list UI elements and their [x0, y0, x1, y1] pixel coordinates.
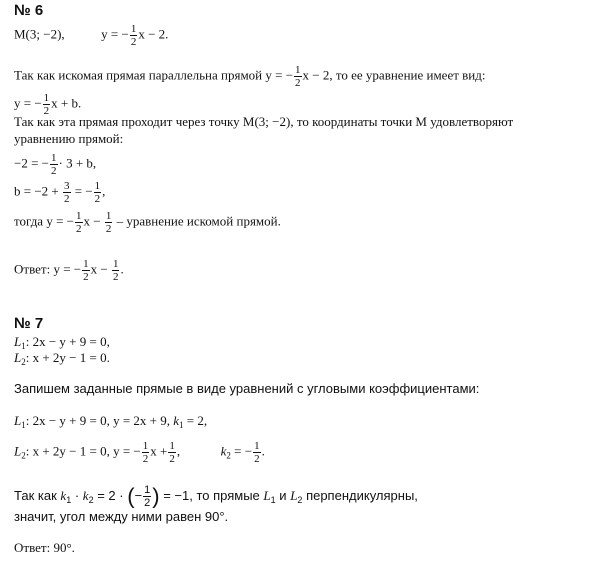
- task6-text3: уравнению прямой:: [14, 131, 124, 146]
- task7-title: № 7: [14, 315, 44, 332]
- task7-text1: Запишем заданные прямые в виде уравнений с угловыми коэффициентами:: [14, 381, 480, 396]
- fraction: $\frac{1}{2}$: [130, 23, 137, 48]
- task7-line1: $L_1$: 2x − y + 9 = 0,: [14, 334, 110, 351]
- fraction: $\frac{1}{2}$: [43, 92, 50, 117]
- task6-eq1: y = − $\frac{1}{2}$ x + b.: [14, 92, 82, 117]
- task6-given: M(3; −2), y = − $\frac{1}{2}$ x − 2.: [14, 23, 169, 48]
- task7-line2: $L_2$: x + 2y − 1 = 0.: [14, 350, 110, 367]
- fraction: $\frac{1}{2}$: [295, 64, 301, 89]
- task6-text2: Так как эта прямая проходит через точку M(3; −2), то координаты точки M удовлетворяют: [14, 114, 514, 129]
- task6-text1: Так как искомая прямая параллельна прямой y = − $\frac{1}{2}$ x − 2, то ее уравнение имеет вид:: [14, 64, 486, 89]
- fraction: $\frac{1}{2}$: [76, 210, 82, 235]
- task6-eq3: b = −2 + $\frac{3}{2}$ = − $\frac{1}{2}$ ,: [14, 180, 106, 205]
- task7-text3: значит, угол между ними равен 90°.: [14, 509, 229, 524]
- fraction: $\frac{1}{2}$: [51, 152, 57, 177]
- fraction: $\frac{1}{2}$: [169, 440, 175, 465]
- task6-title: № 6: [14, 2, 44, 19]
- task6-eq2: −2 = − $\frac{1}{2}$ · 3 + b,: [14, 152, 97, 177]
- given-point: M(3; −2),: [14, 26, 65, 42]
- fraction: $\frac{3}{2}$: [64, 180, 70, 205]
- fraction: $\frac{1}{2}$: [112, 258, 119, 283]
- fraction: $\frac{1}{2}$: [83, 258, 89, 283]
- fraction: $\frac{1}{2}$: [105, 210, 112, 235]
- task6-text4: тогда y = − $\frac{1}{2}$ x − $\frac{1}{2}$ – уравнение искомой прямой.: [14, 210, 281, 235]
- task7-row1: $L_1$: 2x − y + 9 = 0, y = 2x + 9, $k_1 = 2$,: [14, 413, 208, 430]
- task7-row2: $L_2$: x + 2y − 1 = 0, y = − $\frac{1}{2}$ x + $\frac{1}{2}$ , $k_2$ = − $\frac{1}{2}$ .: [14, 440, 265, 465]
- task7-text2: Так как $k_1 \cdot k_2 = 2$ · (− $\frac{1}{2}$ ) = −1, то прямые $L_1$ и $L_2$ перпендикулярны,: [14, 483, 418, 509]
- fraction: $\frac{1}{2}$: [144, 484, 151, 509]
- task6-answer: Ответ: y = − $\frac{1}{2}$ x − $\frac{1}{2}$ .: [14, 258, 124, 283]
- fraction: $\frac{1}{2}$: [254, 440, 260, 465]
- fraction: $\frac{1}{2}$: [142, 440, 149, 465]
- task7-answer: Ответ: 90°.: [14, 540, 75, 555]
- fraction: $\frac{1}{2}$: [94, 180, 101, 205]
